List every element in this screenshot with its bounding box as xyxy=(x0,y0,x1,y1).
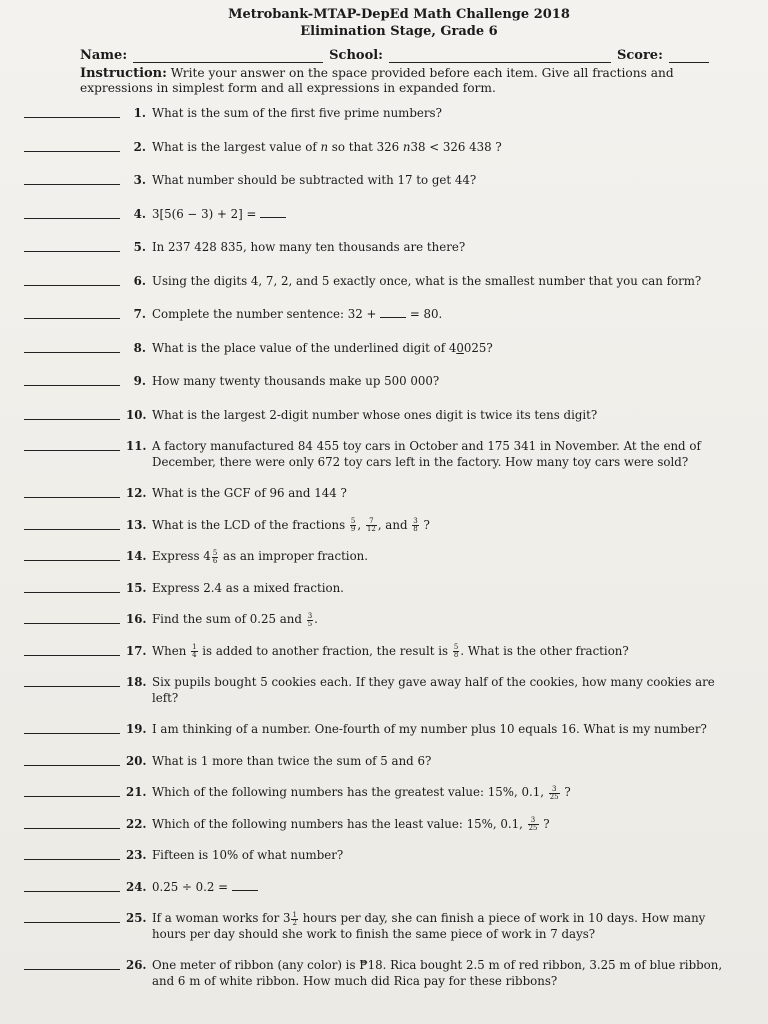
info-row xyxy=(80,48,734,63)
question-number: 20. xyxy=(126,753,147,768)
answer-blank-15[interactable] xyxy=(24,581,120,593)
question-text: What is 1 more than twice the sum of 5 and 6? xyxy=(152,753,432,768)
question-text xyxy=(152,785,734,801)
question-18 xyxy=(24,675,734,706)
question-9 xyxy=(24,374,734,390)
denominator: 9 xyxy=(350,525,356,533)
question-number: 10. xyxy=(126,407,147,422)
question-11 xyxy=(24,439,734,470)
denominator: 4 xyxy=(192,651,197,659)
denominator: 2 xyxy=(292,918,297,927)
fraction xyxy=(307,613,313,628)
instruction-label: Instruction: xyxy=(80,66,167,81)
question-number: 1. xyxy=(133,106,146,120)
name-label: Name: xyxy=(80,48,128,63)
question-7 xyxy=(24,307,734,323)
question-15 xyxy=(24,581,734,597)
numerator: 1 xyxy=(292,910,297,919)
text-part: ? xyxy=(560,785,571,799)
fraction xyxy=(528,817,539,832)
denominator: 12 xyxy=(366,525,376,533)
answer-blank-11[interactable] xyxy=(24,439,120,451)
denominator: 8 xyxy=(413,525,418,533)
fraction xyxy=(212,550,218,565)
score-label: Score: xyxy=(616,48,663,63)
question-number: 5. xyxy=(133,240,146,254)
question-text: One meter of ribbon (any color) is ₱18. Rica bought 2.5 m of red ribbon, 3.25 m of blue ribbon, and 6 m of white ribbon. How much did Rica pay for these ribbons? xyxy=(152,958,723,988)
instruction-text: Write your answer on the space provided before each item. Give all fractions and expressions in simplest form and all expressions in expanded form. xyxy=(80,66,674,95)
text-part: = 80. xyxy=(406,307,443,321)
question-4 xyxy=(24,207,734,223)
answer-blank-17[interactable] xyxy=(24,644,120,656)
question-3 xyxy=(24,173,734,189)
question-text: Fifteen is 10% of what number? xyxy=(152,848,344,862)
numerator: 5 xyxy=(453,643,459,651)
question-number: 14. xyxy=(126,549,147,563)
question-text xyxy=(152,140,734,156)
text-part: Find the sum of 0.25 and xyxy=(152,612,306,626)
question-number: 13. xyxy=(126,517,147,532)
answer-blank-7[interactable] xyxy=(24,307,120,319)
question-text: What is the GCF of 96 and 144 ? xyxy=(152,486,347,500)
question-14 xyxy=(24,549,734,565)
denominator: 25 xyxy=(549,792,559,801)
numerator: 3 xyxy=(528,817,539,825)
question-number: 4. xyxy=(133,206,146,221)
answer-blank-3[interactable] xyxy=(24,173,120,185)
answer-blank-5[interactable] xyxy=(24,240,120,252)
answer-blank-25[interactable] xyxy=(24,911,120,923)
question-25 xyxy=(24,911,734,942)
worksheet-header xyxy=(64,6,734,40)
question-24 xyxy=(24,880,734,896)
text-part: hours per day, she can finish a piece of work in 10 days. How many hours per day should she work to finish the same piece of work in 7 days? xyxy=(152,911,706,941)
text-part: ? xyxy=(539,816,550,831)
underlined-digit: 0 xyxy=(456,340,464,355)
question-number: 22. xyxy=(126,816,147,831)
text-part: Which of the following numbers has the greatest value: 15%, 0.1, xyxy=(152,785,548,799)
denominator: 8 xyxy=(453,651,459,659)
question-2 xyxy=(24,140,734,156)
question-8 xyxy=(24,341,734,357)
text-part: , xyxy=(357,517,365,532)
instruction xyxy=(80,66,734,96)
question-number: 21. xyxy=(126,785,147,799)
answer-blank-24[interactable] xyxy=(24,880,120,892)
answer-blank-14[interactable] xyxy=(24,549,120,561)
question-10 xyxy=(24,408,734,424)
question-number: 8. xyxy=(133,340,146,355)
question-text: Express 2.4 as a mixed fraction. xyxy=(152,580,344,595)
worksheet-subtitle: Elimination Stage, Grade 6 xyxy=(300,24,498,39)
question-number: 18. xyxy=(126,675,147,689)
question-text: I am thinking of a number. One-fourth of my number plus 10 equals 16. What is my number? xyxy=(152,722,707,736)
school-field[interactable] xyxy=(389,50,611,63)
text-part: When xyxy=(152,643,191,658)
answer-blank-9[interactable] xyxy=(24,374,120,386)
denominator: 25 xyxy=(528,824,538,832)
school-label: School: xyxy=(329,48,383,63)
numerator: 7 xyxy=(366,518,377,526)
inline-blank[interactable] xyxy=(232,880,258,891)
question-17 xyxy=(24,644,734,660)
question-number: 24. xyxy=(126,879,147,894)
answer-blank-19[interactable] xyxy=(24,722,120,734)
question-text: Using the digits 4, 7, 2, and 5 exactly once, what is the smallest number that you can form? xyxy=(152,273,702,288)
variable-n: n xyxy=(320,139,329,154)
answer-blank-23[interactable] xyxy=(24,848,120,860)
question-5 xyxy=(24,240,734,256)
question-number: 6. xyxy=(133,273,146,288)
answer-blank-20[interactable] xyxy=(24,754,120,766)
inline-blank[interactable] xyxy=(260,207,286,218)
text-part: so that 326 xyxy=(328,139,403,154)
answer-blank-18[interactable] xyxy=(24,675,120,687)
text-part: 025? xyxy=(463,340,493,355)
question-number: 9. xyxy=(133,374,146,388)
question-text xyxy=(152,518,734,534)
text-part: . xyxy=(314,612,318,626)
question-number: 16. xyxy=(126,612,147,626)
text-part: What is the place value of the underlined digit of 4 xyxy=(152,340,457,355)
answer-blank-6[interactable] xyxy=(24,274,120,286)
answer-blank-12[interactable] xyxy=(24,486,120,498)
numerator: 3 xyxy=(307,611,313,620)
text-part: is added to another fraction, the result is xyxy=(198,643,452,658)
fraction xyxy=(453,644,459,659)
question-number: 12. xyxy=(126,486,147,500)
question-text xyxy=(152,612,734,628)
question-list xyxy=(24,106,734,989)
denominator: 6 xyxy=(212,556,218,565)
text-part: What is the LCD of the fractions xyxy=(152,517,349,532)
variable-n: n xyxy=(402,139,411,154)
fraction xyxy=(291,912,297,927)
question-text: In 237 428 835, how many ten thousands are there? xyxy=(152,240,466,254)
text-part: If a woman works for 3 xyxy=(152,911,291,925)
fraction xyxy=(191,644,197,659)
text-part: 3[5(6 − 3) + 2] = xyxy=(152,206,261,221)
numerator: 3 xyxy=(549,786,560,794)
answer-blank-26[interactable] xyxy=(24,958,120,970)
question-number: 15. xyxy=(126,580,147,595)
answer-blank-13[interactable] xyxy=(24,518,120,530)
text-part: as an improper fraction. xyxy=(219,549,369,563)
question-text xyxy=(152,549,734,565)
question-12 xyxy=(24,486,734,502)
question-19 xyxy=(24,722,734,738)
question-text xyxy=(152,644,734,660)
question-number: 7. xyxy=(133,307,146,321)
question-number: 19. xyxy=(126,722,147,736)
question-13 xyxy=(24,518,734,534)
fraction xyxy=(412,518,418,533)
text-part: , and xyxy=(377,517,412,532)
question-number: 3. xyxy=(133,173,146,187)
question-23 xyxy=(24,848,734,864)
question-1 xyxy=(24,106,734,122)
text-part: What is the largest value of xyxy=(152,139,321,154)
question-text xyxy=(152,880,734,896)
question-text: What is the sum of the first five prime numbers? xyxy=(152,106,442,120)
question-text: How many twenty thousands make up 500 000? xyxy=(152,374,440,388)
question-16 xyxy=(24,612,734,628)
question-number: 26. xyxy=(126,958,147,972)
answer-blank-1[interactable] xyxy=(24,106,120,118)
question-text xyxy=(152,207,734,223)
question-text xyxy=(152,817,734,833)
question-6 xyxy=(24,274,734,290)
fraction xyxy=(366,518,377,533)
text-part: Complete the number sentence: 32 + xyxy=(152,307,381,321)
question-text: What is the largest 2-digit number whose ones digit is twice its tens digit? xyxy=(152,407,598,422)
question-21 xyxy=(24,785,734,801)
question-text: A factory manufactured 84 455 toy cars in October and 175 341 in November. At the end of December, there were only 672 toy cars left in the factory. How many toy cars were sold? xyxy=(152,439,701,469)
fraction xyxy=(350,518,356,533)
question-number: 17. xyxy=(126,643,147,658)
inline-blank[interactable] xyxy=(380,307,406,318)
question-22 xyxy=(24,817,734,833)
text-part: Express 4 xyxy=(152,549,211,563)
answer-blank-4[interactable] xyxy=(24,207,120,219)
question-text: Six pupils bought 5 cookies each. If they gave away half of the cookies, how many cookies are left? xyxy=(152,675,715,705)
fraction xyxy=(549,786,560,801)
answer-blank-22[interactable] xyxy=(24,817,120,829)
name-field[interactable] xyxy=(133,50,323,63)
text-part: 38 < 326 438 ? xyxy=(410,139,502,154)
question-20 xyxy=(24,754,734,770)
answer-blank-8[interactable] xyxy=(24,341,120,353)
numerator: 3 xyxy=(413,517,418,525)
numerator: 5 xyxy=(350,517,356,525)
answer-blank-2[interactable] xyxy=(24,140,120,152)
score-field[interactable] xyxy=(669,50,709,63)
text-part: 0.25 ÷ 0.2 = xyxy=(152,879,232,894)
answer-blank-16[interactable] xyxy=(24,612,120,624)
numerator: 1 xyxy=(192,643,197,651)
question-number: 11. xyxy=(126,439,147,453)
question-text xyxy=(152,341,734,357)
question-text xyxy=(152,911,734,942)
text-part: . What is the other fraction? xyxy=(460,643,629,658)
text-part: ? xyxy=(419,517,430,532)
text-part: Which of the following numbers has the least value: 15%, 0.1, xyxy=(152,816,527,831)
question-text: What number should be subtracted with 17 to get 44? xyxy=(152,173,477,187)
question-number: 2. xyxy=(133,139,146,154)
worksheet-title: Metrobank-MTAP-DepEd Math Challenge 2018 xyxy=(228,7,570,22)
question-number: 25. xyxy=(126,911,147,925)
denominator: 5 xyxy=(307,619,313,628)
numerator: 5 xyxy=(212,548,218,557)
answer-blank-10[interactable] xyxy=(24,408,120,420)
answer-blank-21[interactable] xyxy=(24,785,120,797)
question-number: 23. xyxy=(126,848,147,862)
question-26 xyxy=(24,958,734,989)
question-text xyxy=(152,307,734,323)
